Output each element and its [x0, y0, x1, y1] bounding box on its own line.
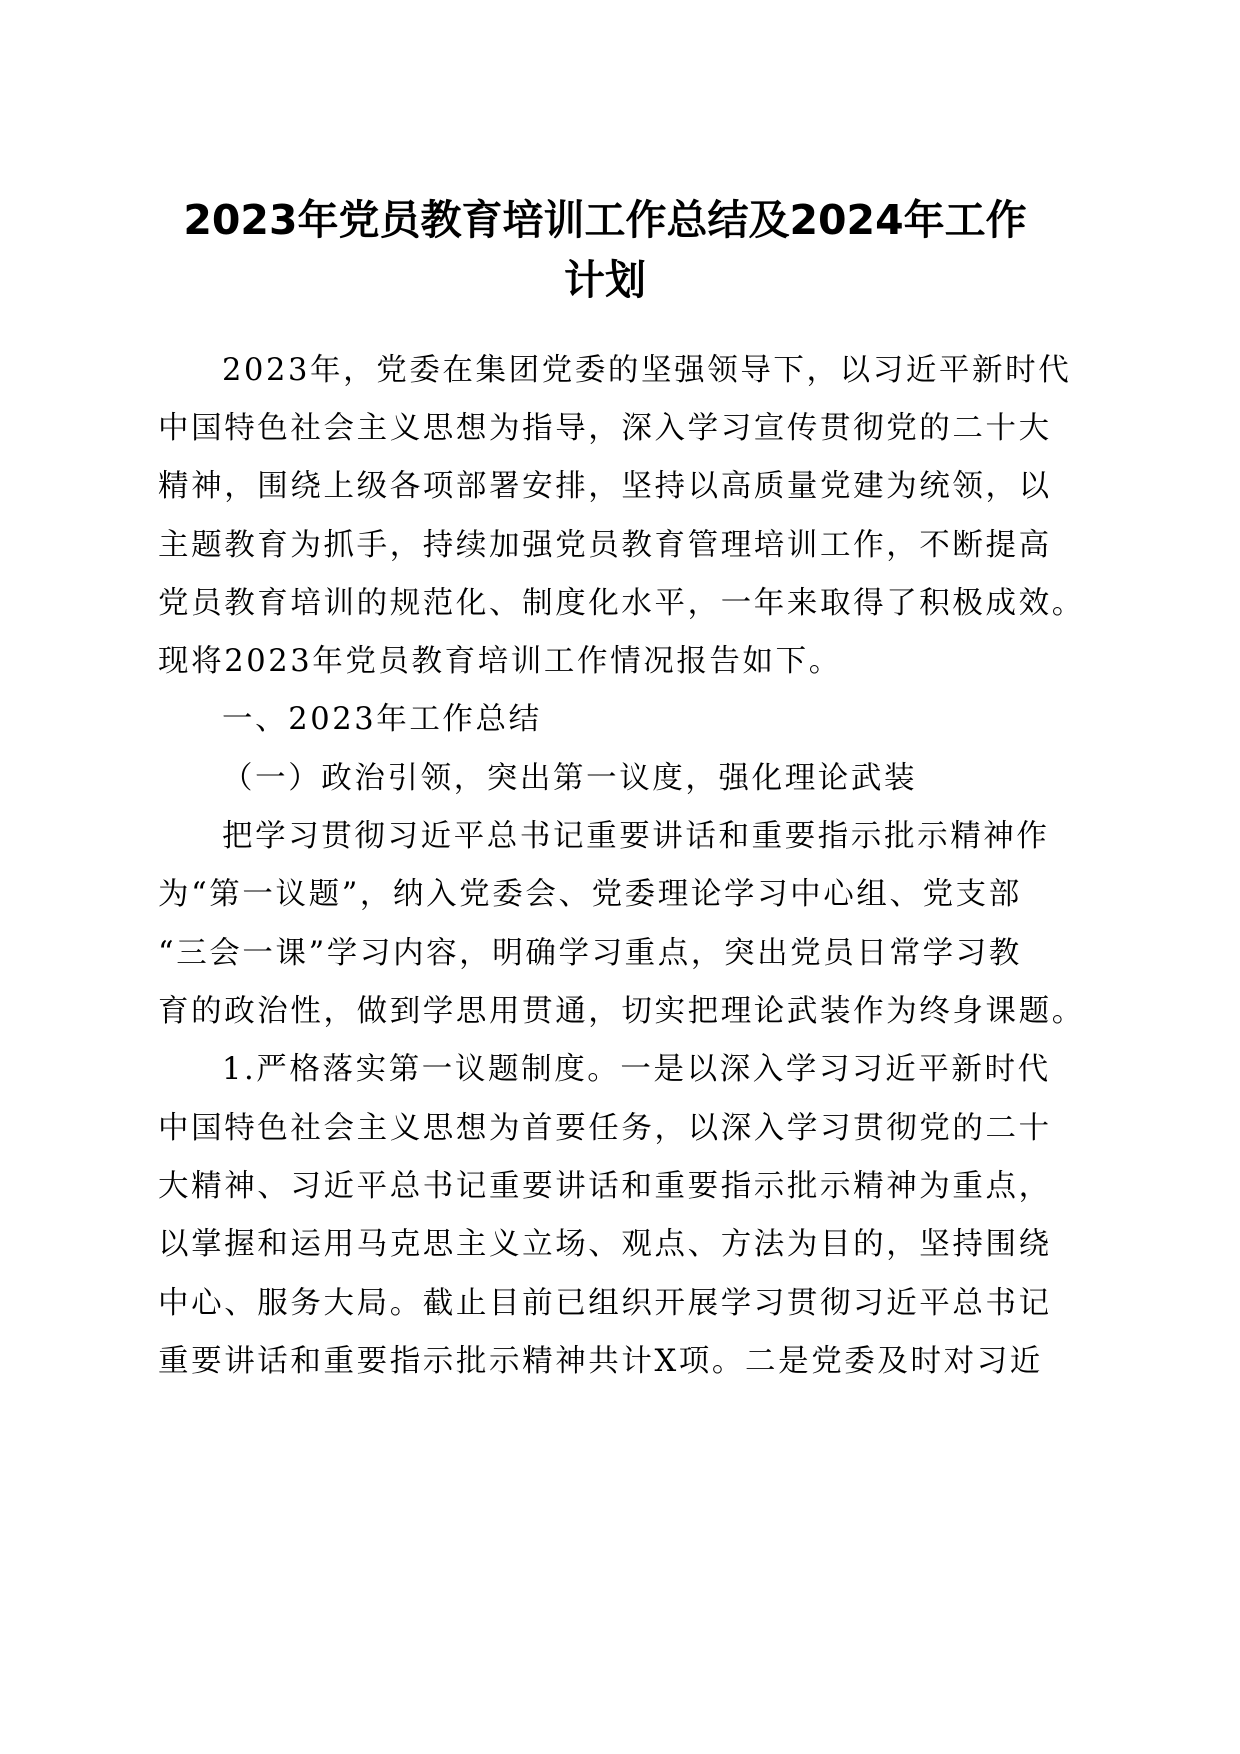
- body-line-5: 党员教育培训的规范化、制度化水平，一年来取得了积极成效。: [158, 586, 1085, 621]
- body-line-9: 把学习贯彻习近平总书记重要讲话和重要指示批示精神作: [222, 819, 1050, 854]
- body-line-16: 以掌握和运用马克思主义立场、观点、方法为目的，坚持围绕: [158, 1227, 1052, 1262]
- body-line-1: 2023年，党委在集团党委的坚强领导下，以习近平新时代: [222, 353, 1072, 388]
- body-line-2: 中国特色社会主义思想为指导，深入学习宣传贯彻党的二十大: [158, 411, 1052, 446]
- body-line-11: “三会一课”学习内容，明确学习重点，突出党员日常学习教: [158, 936, 1022, 971]
- document-title-line-2: 计划: [564, 256, 646, 304]
- body-line-4: 主题教育为抓手，持续加强党员教育管理培训工作，不断提高: [158, 528, 1052, 563]
- body-line-14: 中国特色社会主义思想为首要任务，以深入学习贯彻党的二十: [158, 1111, 1052, 1146]
- body-line-15: 大精神、习近平总书记重要讲话和重要指示批示精神为重点，: [158, 1169, 1052, 1204]
- subsection-heading: （一）政治引领，突出第一议度，强化理论武装: [222, 761, 918, 796]
- body-line-10: 为“第一议题”，纳入党委会、党委理论学习中心组、党支部: [158, 877, 1022, 912]
- document-title-line-1: 2023年党员教育培训工作总结及2024年工作: [183, 196, 1027, 244]
- body-line-12: 育的政治性，做到学思用贯通，切实把理论武装作为终身课题。: [158, 994, 1085, 1029]
- section-heading: 一、2023年工作总结: [222, 702, 542, 737]
- body-line-3: 精神，围绕上级各项部署安排，坚持以高质量党建为统领，以: [158, 469, 1052, 504]
- body-line-13: 1.严格落实第一议题制度。一是以深入学习习近平新时代: [222, 1052, 1051, 1087]
- body-line-6: 现将2023年党员教育培训工作情况报告如下。: [158, 644, 842, 679]
- body-line-17: 中心、服务大局。截止目前已组织开展学习贯彻习近平总书记: [158, 1286, 1052, 1321]
- body-line-18: 重要讲话和重要指示批示精神共计X项。二是党委及时对习近: [158, 1344, 1043, 1379]
